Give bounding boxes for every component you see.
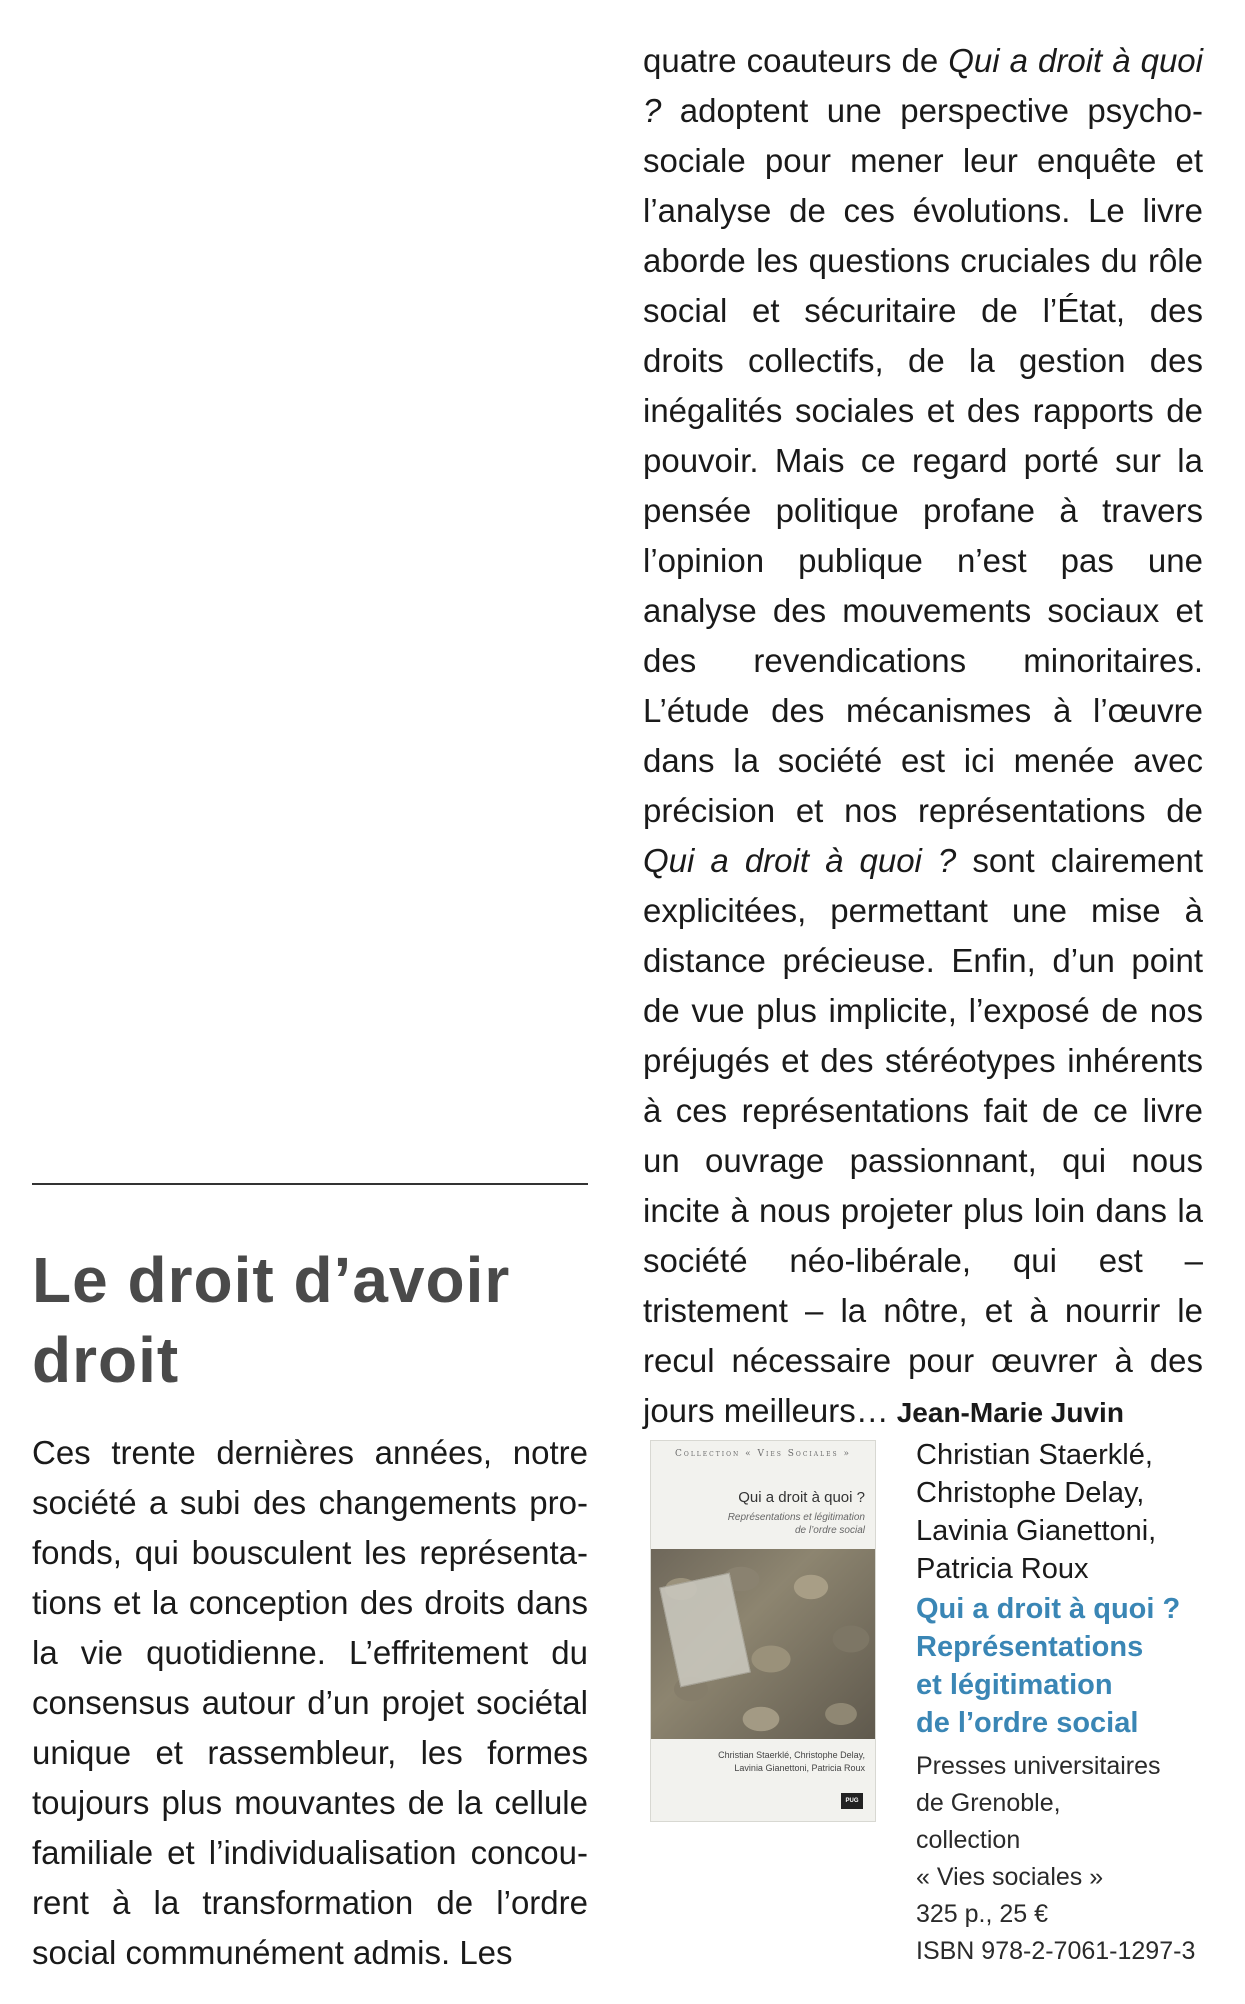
author-byline: Jean-Marie Juvin [896,1397,1124,1428]
review-body-continued [643,36,1203,1438]
book-title-reference: Qui a droit à quoi ? [643,842,957,879]
publisher-line: Presses universitaires [916,1752,1161,1780]
review-text-part-2: adoptent une perspective psychosociale pour mener leur enquête et l’analyse de ces évolutions. Le livre aborde les questions cruciales du rôle social et sécuritaire de l’État, des droits collectifs, de la gestion des inégalités sociales et des rapports de pouvoir. Mais ce regard porté sur la pensée politique profane à travers l’opinion publique n’est pas une analyse des mouvements sociaux et des revendications minoritaires. L’étude des mécanismes à l’œuvre dans la société est ici menée avec précision et nos représentations de [643,92,1203,829]
book-title-line: de l’ordre social [916,1707,1139,1739]
cover-subtitle-line: de l’ordre social [794,1525,865,1536]
book-title [916,1590,1216,1742]
review-text-part-1: quatre coauteurs de [643,42,949,79]
cover-subtitle [665,1511,865,1537]
publisher-line: « Vies sociales » [916,1863,1104,1891]
book-details [916,1436,1216,1970]
publisher-line: collection [916,1826,1021,1854]
book-title-line: Représentations [916,1631,1144,1663]
review-text-part-3: sont clairement explicitées, permettant une mise à distance précieuse. Enfin, d’un point de vue plus implicite, l’exposé de nos préjugés et des stéréotypes inhérents à ces représentations fait de ce livre un ouvrage passionnant, qui nous incite à nous projeter plus loin dans la société néo-libérale, qui est – tristement – la nôtre, et à nourrir le recul nécessaire pour œuvrer à des jours meilleurs… [643,842,1204,1429]
publisher-logo: PUG [841,1793,863,1809]
cover-title: Qui a droit à quoi ? [738,1489,865,1506]
cover-subtitle-line: Représentations et légitimation [727,1512,865,1523]
publisher-line: de Grenoble, [916,1789,1061,1817]
author-name: Lavinia Gianettoni, [916,1515,1157,1547]
cover-authors-line: Lavinia Gianettoni, Patricia Roux [734,1763,865,1773]
book-title-reference: Qui a droit à quoi ? [643,42,1203,129]
cover-collection-label: Collection « Vies Sociales » [675,1449,851,1459]
cover-photo [651,1549,875,1739]
author-name: Christian Staerklé, [916,1439,1153,1471]
book-title-line: Qui a droit à quoi ? [916,1593,1181,1625]
cover-authors-line: Christian Staerklé, Christophe Delay, [718,1750,865,1760]
article-headline: Le droit d’avoir droit [32,1244,511,1396]
author-name: Patricia Roux [916,1553,1089,1585]
publication-info [916,1748,1216,1970]
pages-price: 325 p., 25 € [916,1900,1049,1928]
book-authors [916,1436,1216,1588]
review-intro: Ces trente dernières années, notre société a subi des changements profonds, qui bousculent les représentations et la conception des droits dans la vie quotidienne. L’effritement du consensus autour d’un projet sociétal unique et rassembleur, les formes toujours plus mouvantes de la cellule familiale et l’individualisation concourent à la transformation de l’ordre social communément admis. Les [32,1434,588,1971]
section-divider [32,1183,588,1185]
isbn: ISBN 978-2-7061-1297-3 [916,1937,1196,1965]
cover-photo-paper [659,1573,751,1688]
book-cover [650,1440,876,1822]
cover-authors [655,1749,865,1775]
book-title-line: et légitimation [916,1669,1113,1701]
author-name: Christophe Delay, [916,1477,1145,1509]
